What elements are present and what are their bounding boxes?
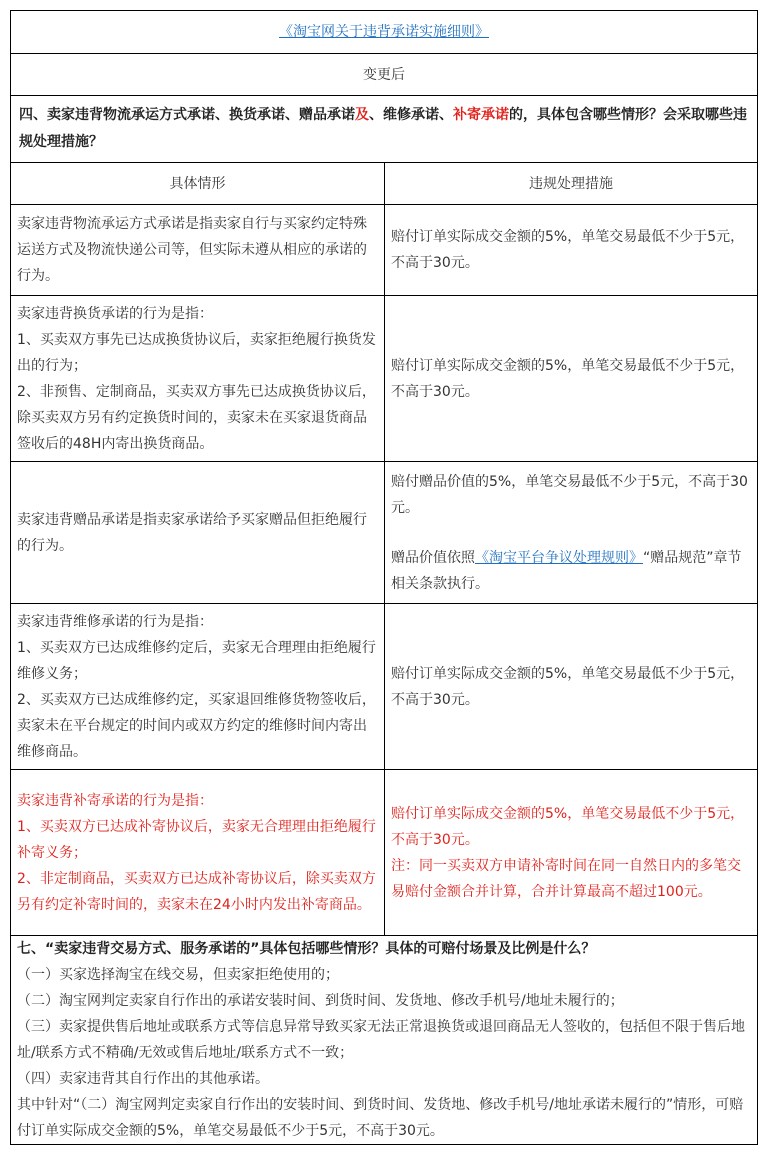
section7-item: （一）买家选择淘宝在线交易，但卖家拒绝使用的； bbox=[17, 967, 339, 983]
measure-gift-line-1: 赔付赠品价值的5%，单笔交易最低不少于5元，不高于30元。 bbox=[391, 473, 748, 516]
table-row bbox=[11, 296, 758, 462]
situation-resend-line: 卖家违背补寄承诺的行为是指： bbox=[17, 792, 213, 809]
section4-heading-a: 四、卖家违背物流承运方式承诺、换货承诺、赠品承诺 bbox=[19, 107, 355, 123]
measure-gift bbox=[385, 462, 758, 604]
section7-summary: 其中针对“（二）淘宝网判定卖家自行作出的安装时间、到货时间、发货地、修改手机号/地址承诺未履行的”情形，可赔付订单实际成交金额的5%，单笔交易最低不少于5元，不高于30元。 bbox=[17, 1097, 744, 1139]
situation-repair-line: 1、买卖双方已达成维修约定后，卖家无合理理由拒绝履行维修义务； bbox=[17, 639, 376, 682]
section4-heading-red-2: 补寄承诺 bbox=[453, 107, 509, 123]
col-header-situation: 具体情形 bbox=[11, 163, 385, 205]
situation-exchange-line: 卖家违背换货承诺的行为是指： bbox=[17, 305, 213, 322]
measure-resend bbox=[385, 770, 758, 936]
situation-resend bbox=[11, 770, 385, 936]
dispute-rules-link[interactable]: 《淘宝平台争议处理规则》 bbox=[475, 549, 643, 566]
title-cell bbox=[11, 11, 758, 54]
situation-resend-line: 1、买卖双方已达成补寄协议后，卖家无合理理由拒绝履行补寄义务； bbox=[17, 818, 376, 861]
section4-heading-c: 的，具体包含哪些情形？会采取哪些违规处理措施？ bbox=[19, 107, 747, 150]
section7-item: （三）卖家提供售后地址或联系方式等信息异常导致买家无法正常退换货或退回商品无人签收的，包括但不限于售后地址/联系方式不精确/无效或售后地址/联系方式不一致； bbox=[17, 1019, 745, 1061]
situation-repair bbox=[11, 604, 385, 770]
col-header-measure: 违规处理措施 bbox=[385, 163, 758, 205]
measure-logistics: 赔付订单实际成交金额的5%，单笔交易最低不少于5元，不高于30元。 bbox=[385, 205, 758, 296]
measure-resend-line: 赔付订单实际成交金额的5%，单笔交易最低不少于5元，不高于30元。 bbox=[391, 805, 745, 848]
measure-gift-line-2 bbox=[391, 545, 751, 597]
section7-cell bbox=[11, 936, 758, 1145]
measure-exchange: 赔付订单实际成交金额的5%，单笔交易最低不少于5元，不高于30元。 bbox=[385, 296, 758, 462]
measure-gift-pre: 赠品价值依照 bbox=[391, 549, 475, 566]
section7-item: （四）卖家违背其自行作出的其他承诺。 bbox=[17, 1071, 269, 1087]
measure-resend-note: 注：同一买卖双方申请补寄时间在同一自然日内的多笔交易赔付金额合并计算，合并计算最高不超过100元。 bbox=[391, 857, 741, 900]
rules-table bbox=[10, 10, 758, 1145]
section4-heading bbox=[11, 96, 758, 163]
section7-item: （二）淘宝网判定卖家自行作出的承诺安装时间、到货时间、发货地、修改手机号/地址未履行的； bbox=[17, 993, 624, 1009]
section4-heading-red-1: 及 bbox=[355, 107, 369, 123]
table-row bbox=[11, 462, 758, 604]
situation-repair-line: 卖家违背维修承诺的行为是指： bbox=[17, 613, 213, 630]
situation-exchange-line: 1、买卖双方事先已达成换货协议后，卖家拒绝履行换货发出的行为； bbox=[17, 331, 376, 374]
situation-repair-line: 2、买卖双方已达成维修约定，买家退回维修货物签收后，卖家未在平台规定的时间内或双方约定的维修时间内寄出维修商品。 bbox=[17, 691, 376, 760]
situation-exchange-line: 2、非预售、定制商品，买卖双方事先已达成换货协议后，除买卖双方另有约定换货时间的，卖家未在买家退货商品签收后的48H内寄出换货商品。 bbox=[17, 383, 376, 452]
situation-resend-line: 2、非定制商品，买卖双方已达成补寄协议后，除买卖双方另有约定补寄时间的，卖家未在24小时内发出补寄商品。 bbox=[17, 870, 376, 913]
section7-row bbox=[11, 936, 758, 1145]
measure-repair: 赔付订单实际成交金额的5%，单笔交易最低不少于5元，不高于30元。 bbox=[385, 604, 758, 770]
table-row bbox=[11, 604, 758, 770]
section7-heading: 七、“卖家违背交易方式、服务承诺的”具体包括哪些情形？具体的可赔付场景及比例是什么？ bbox=[17, 941, 596, 957]
section4-heading-b: 、维修承诺、 bbox=[369, 107, 453, 123]
rules-title-link[interactable]: 《淘宝网关于违背承诺实施细则》 bbox=[279, 24, 489, 40]
situation-logistics: 卖家违背物流承运方式承诺是指卖家自行与买家约定特殊运送方式及物流快递公司等，但实际未遵从相应的承诺的行为。 bbox=[11, 205, 385, 296]
situation-exchange bbox=[11, 296, 385, 462]
table-row bbox=[11, 770, 758, 936]
table-row bbox=[11, 205, 758, 296]
situation-gift: 卖家违背赠品承诺是指卖家承诺给予买家赠品但拒绝履行的行为。 bbox=[11, 462, 385, 604]
version-label: 变更后 bbox=[11, 54, 758, 96]
measure-gift-post: “赠品规范”章节相关条款执行。 bbox=[391, 549, 742, 592]
